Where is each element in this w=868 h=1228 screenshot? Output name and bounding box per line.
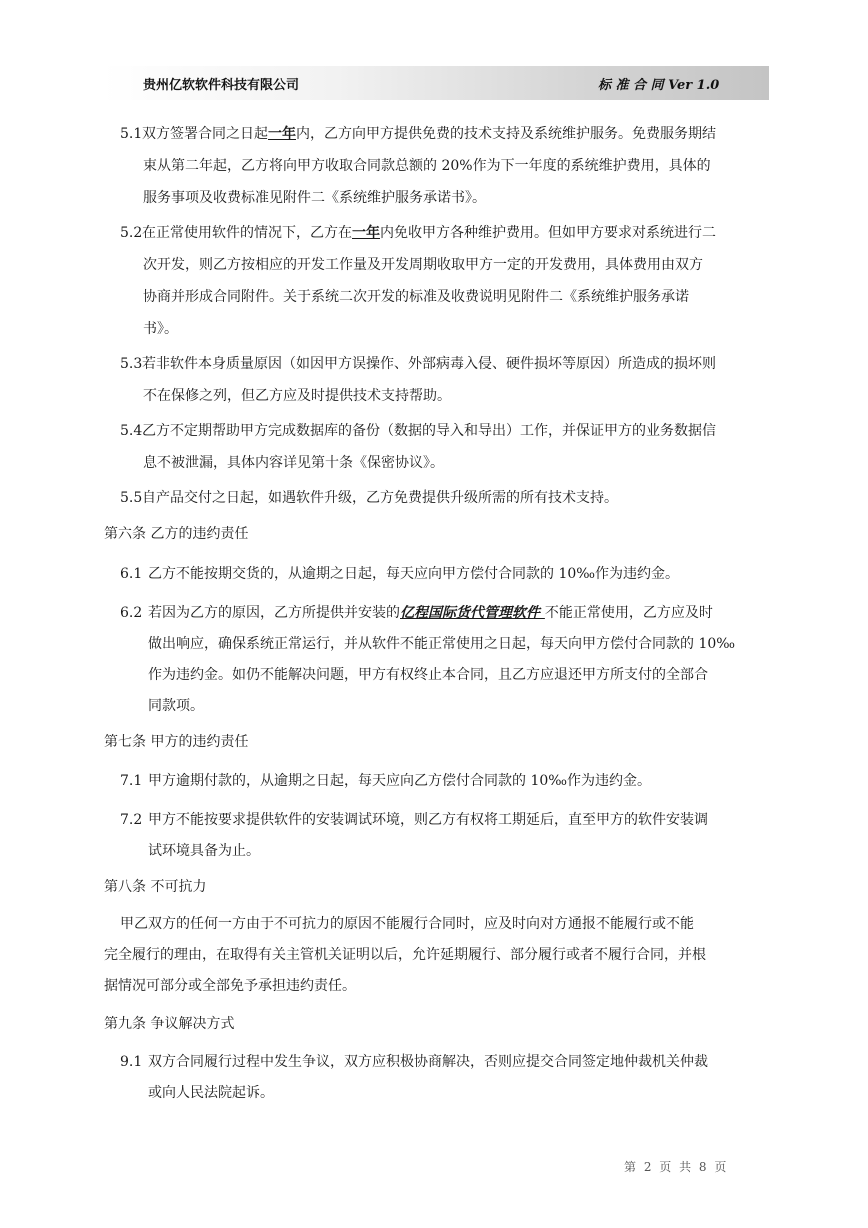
clause-number: 5.2 [120,225,143,241]
clause-number: 6.2 [120,605,143,621]
clause-6-2-line-2: 做出响应，确保系统正常运行，并从软件不能正常使用之日起，每天向甲方偿付合同款的 10‰ [148,636,736,652]
clause-5-2-line-2: 次开发，则乙方按相应的开发工作量及开发周期收取甲方一定的开发费用，具体费用由双方 [143,257,703,273]
clause-6-2-line-3: 作为违约金。如仍不能解决问题，甲方有权终止本合同，且乙方应退还甲方所支付的全部合 [148,667,708,683]
clause-5-3-line-1: 5.3若非软件本身质量原因（如因甲方误操作、外部病毒入侵、硬件损坏等原因）所造成的损坏则 [120,356,716,372]
emphasis-term: 一年 [352,225,380,241]
clause-number: 6.1 [120,566,143,582]
clause-7-2-line-2: 试环境具备为止。 [148,843,260,859]
clause-number: 5.1 [120,126,143,142]
page-number: 第 2 页 共 8 页 [624,1160,729,1174]
clause-9-1-line-2: 或向人民法院起诉。 [148,1085,274,1101]
clause-number: 7.2 [120,812,143,828]
clause-5-2-line-3: 协商并形成合同附件。关于系统二次开发的标准及收费说明见附件二《系统维护服务承诺 [143,289,689,305]
clause-5-1-line-3: 服务事项及收费标准见附件二《系统维护服务承诺书》。 [143,190,486,206]
header-company-name: 贵州亿软软件科技有限公司 [143,78,300,93]
clause-number: 9.1 [120,1054,143,1070]
clause-number: 5.5 [120,490,143,506]
clause-6-2-line-1: 6.2 若因为乙方的原因，乙方所提供并安装的亿程国际货代管理软件 不能正常使用，乙方应及时 [120,605,713,621]
clause-5-4-line-2: 息不被泄漏，具体内容详见第十条《保密协议》。 [143,455,444,471]
clause-5-1-line-1: 5.1双方签署合同之日起一年内，乙方向甲方提供免费的技术支持及系统维护服务。免费服务期结 [120,126,716,142]
article-9-title: 第九条 争议解决方式 [104,1016,235,1032]
clause-5-1-line-2: 束从第二年起，乙方将向甲方收取合同款总额的 20%作为下一年度的系统维护费用，具体的 [143,158,711,174]
article-8-line-3: 据情况可部分或全部免予承担违约责任。 [104,978,356,994]
article-8-line-1: 甲乙双方的任何一方由于不可抗力的原因不能履行合同时，应及时向对方通报不能履行或不能 [120,916,694,932]
article-7-title: 第七条 甲方的违约责任 [104,734,249,750]
article-6-title: 第六条 乙方的违约责任 [104,526,249,542]
clause-number: 7.1 [120,773,143,789]
clause-6-2-line-4: 同款项。 [148,698,204,714]
clause-9-1-line-1: 9.1 双方合同履行过程中发生争议，双方应积极协商解决，否则应提交合同签定地仲裁机关仲裁 [120,1054,708,1070]
clause-5-2-line-1: 5.2在正常使用软件的情况下，乙方在一年内免收甲方各种维护费用。但如甲方要求对系统进行二 [120,225,716,241]
article-8-title: 第八条 不可抗力 [104,879,207,895]
clause-number: 5.4 [120,423,143,439]
clause-5-2-line-4: 书》。 [143,321,178,337]
clause-6-1-line-1: 6.1 乙方不能按期交货的，从逾期之日起，每天应向甲方偿付合同款的 10‰作为违约金。 [120,566,680,582]
emphasis-term: 一年 [268,126,296,142]
clause-7-2-line-1: 7.2 甲方不能按要求提供软件的安装调试环境，则乙方有权将工期延后，直至甲方的软件安装调 [120,812,708,828]
article-8-line-2: 完全履行的理由，在取得有关主管机关证明以后，允许延期履行、部分履行或者不履行合同，并根 [104,947,706,963]
clause-5-5-line-1: 5.5自产品交付之日起，如遇软件升级，乙方免费提供升级所需的所有技术支持。 [120,490,618,506]
header-version-label: 标 准 合 同 Ver 1.0 [598,78,720,93]
clause-number: 5.3 [120,356,143,372]
clause-5-4-line-1: 5.4乙方不定期帮助甲方完成数据库的备份（数据的导入和导出）工作，并保证甲方的业务数据信 [120,423,716,439]
clause-5-3-line-2: 不在保修之列，但乙方应及时提供技术支持帮助。 [143,388,451,404]
clause-7-1-line-1: 7.1 甲方逾期付款的，从逾期之日起，每天应向乙方偿付合同款的 10‰作为违约金。 [120,773,652,789]
software-name-emphasis: 亿程国际货代管理软件 [400,605,545,621]
